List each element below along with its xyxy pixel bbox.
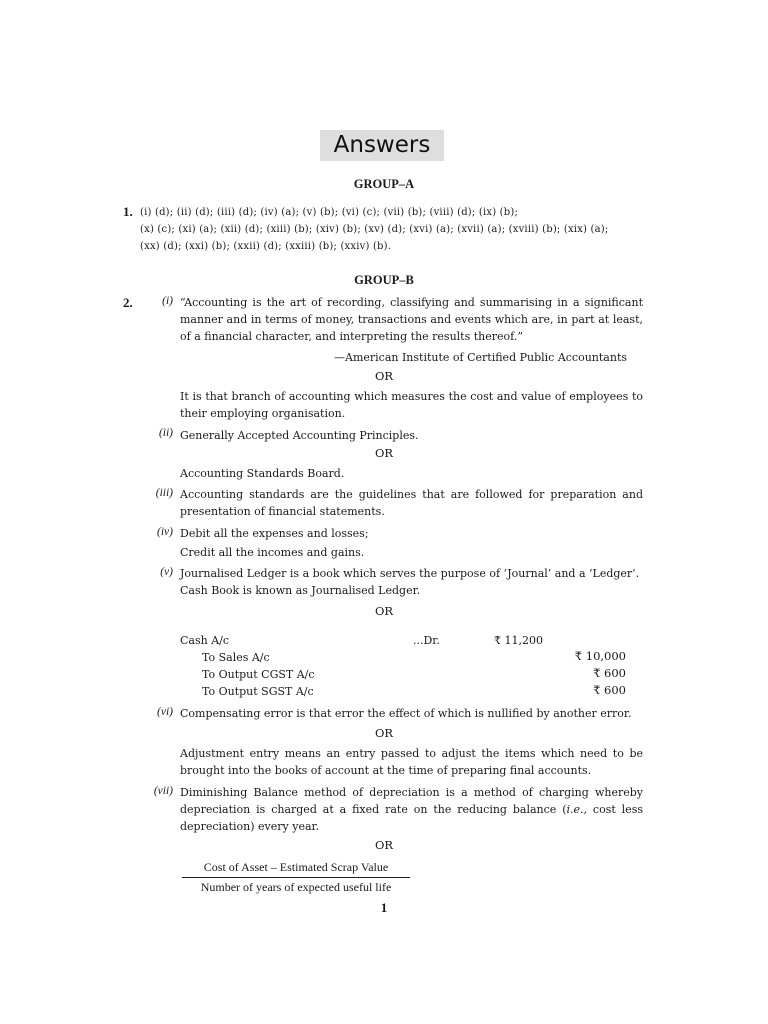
formula-numerator: Cost of Asset – Estimated Scrap Value xyxy=(182,860,410,878)
part-vii-or: OR xyxy=(374,838,394,852)
part-iii-label: (iii) xyxy=(155,487,173,499)
part-vi-label: (vi) xyxy=(157,706,173,718)
entry-credit-amount: ₹ 600 xyxy=(593,666,626,680)
entry-credit-amount: ₹ 600 xyxy=(593,683,626,697)
part-v-line-1: Journalised Ledger is a book which serves the purpose of ‘Journal’ and a ‘Ledger’. xyxy=(180,567,640,580)
page-number: 1 xyxy=(380,900,388,915)
part-vi-alternative: Adjustment entry means an entry passed to adjust the items which need to be brought into the books of account at the time of preparing final accounts. xyxy=(180,747,643,777)
part-v-label: (v) xyxy=(160,566,173,578)
depreciation-formula xyxy=(182,860,410,895)
part-i-definition: “Accounting is the art of recording, classifying and summarising in a significant manner and in terms of money, transactions and events which are, in part at least, of a financial character, and interpreting the results thereof.” xyxy=(180,296,643,343)
part-v-or: OR xyxy=(374,604,394,618)
part-vii-label: (vii) xyxy=(153,785,173,797)
part-ii-or: OR xyxy=(374,446,394,460)
entry-credit-account: To Output SGST A/c xyxy=(202,685,314,698)
question-1-number: 1. xyxy=(123,204,133,219)
entry-credit-amount: ₹ 10,000 xyxy=(574,649,626,663)
entry-credit-account: To Sales A/c xyxy=(202,651,270,664)
question-2-number: 2. xyxy=(123,295,133,310)
part-iv-line-2: Credit all the incomes and gains. xyxy=(180,546,365,559)
part-i-or: OR xyxy=(374,369,394,383)
part-ii-alternative: Accounting Standards Board. xyxy=(180,467,345,480)
part-iv-line-1: Debit all the expenses and losses; xyxy=(180,527,369,540)
part-vi-or: OR xyxy=(374,726,394,740)
entry-credit-account: To Output CGST A/c xyxy=(202,668,315,681)
q1-answers-line-1: (i) (d); (ii) (d); (iii) (d); (iv) (a); (v) (b); (vi) (c); (vii) (b); (viii) (d); (ix) (b); xyxy=(140,207,519,218)
entry-debit-account: Cash A/c xyxy=(180,634,230,647)
part-i-label: (i) xyxy=(162,295,173,307)
part-iv-label: (iv) xyxy=(157,526,173,538)
part-v-line-2: Cash Book is known as Journalised Ledger. xyxy=(180,584,421,597)
formula-denominator: Number of years of expected useful life xyxy=(200,880,392,894)
part-i-attribution: —American Institute of Certified Public Accountants xyxy=(334,351,628,364)
group-a-heading: GROUP–A xyxy=(353,177,415,191)
entry-debit-amount: ₹ 11,200 xyxy=(494,634,543,647)
part-i-alternative: It is that branch of accounting which measures the cost and value of employees to their employing organisation. xyxy=(180,390,643,420)
q1-answers-line-2: (x) (c); (xi) (a); (xii) (d); (xiii) (b); (xiv) (b); (xv) (d); (xvi) (a); (xvii) (a); (xviii) (b); (xix) (a); xyxy=(140,224,609,235)
part-vii-text: Diminishing Balance method of depreciation is a method of charging whereby depreciation is charged at a fixed rate on the reducing balance (i.e., cost less depreciation) every year. xyxy=(180,786,643,833)
part-ii-label: (ii) xyxy=(158,427,173,439)
page-title: Answers xyxy=(320,130,444,161)
group-b-heading: GROUP–B xyxy=(354,273,414,287)
part-ii-text: Generally Accepted Accounting Principles. xyxy=(180,429,419,442)
part-vi-text: Compensating error is that error the effect of which is nullified by another error. xyxy=(180,707,632,720)
q1-answers-line-3: (xx) (d); (xxi) (b); (xxii) (d); (xxiii) (b); (xxiv) (b). xyxy=(140,241,392,252)
part-iii-text: Accounting standards are the guidelines that are followed for preparation and presentation of financial statements. xyxy=(180,488,643,518)
entry-dr-marker: ...Dr. xyxy=(413,634,440,647)
